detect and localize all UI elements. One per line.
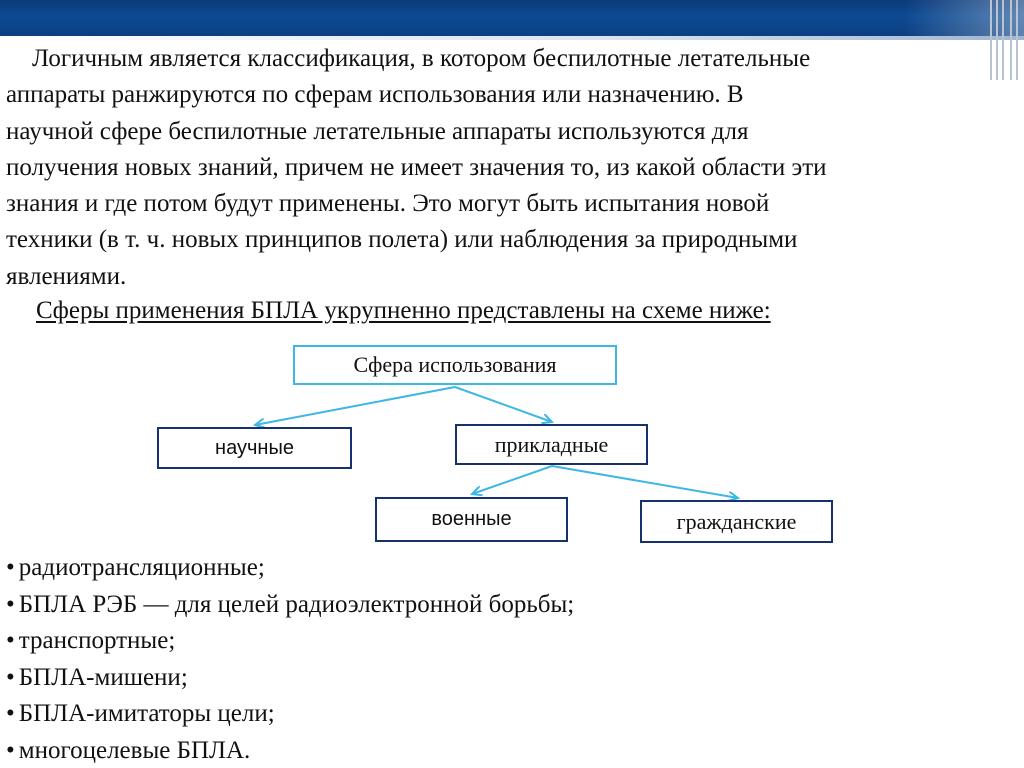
bullet-icon: • xyxy=(6,736,15,764)
list-item-text: БПЛА-мишени; xyxy=(18,663,188,691)
paragraph-line: явлениями. xyxy=(6,262,127,290)
paragraph-line: аппараты ранжируются по сферам использования или назначению. В xyxy=(6,81,744,109)
header-band xyxy=(0,0,1024,36)
list-item-text: БПЛА-имитаторы цели; xyxy=(18,700,275,727)
header-underline xyxy=(0,36,1024,40)
header-fade xyxy=(904,0,1024,36)
diagram-civil-box: гражданские xyxy=(640,500,833,543)
list-item-text: БПЛА РЭБ — для целей радиоэлектронной борьбы; xyxy=(18,590,575,618)
list-item-text: многоцелевые БПЛА. xyxy=(18,736,251,764)
arrow-applied-to-civil xyxy=(552,466,738,498)
diagram-root-box: Сфера использования xyxy=(293,345,617,385)
bullet-icon: • xyxy=(6,627,15,654)
intro-paragraph xyxy=(6,41,1006,295)
arrow-root-to-scientific xyxy=(255,387,455,425)
bullet-icon: • xyxy=(6,663,15,691)
uav-types-list xyxy=(6,550,574,768)
arrow-applied-to-military xyxy=(472,466,552,494)
diagram-military-box: военные xyxy=(375,497,568,542)
paragraph-line: получения новых знаний, причем не имеет значения то, из какой области эти xyxy=(6,153,827,181)
paragraph-line: знания и где потом будут применены. Это могут быть испытания новой xyxy=(6,190,770,218)
list-item xyxy=(6,623,574,660)
list-item xyxy=(6,550,574,587)
arrow-root-to-applied xyxy=(455,387,552,422)
list-item xyxy=(6,733,574,768)
paragraph-line: Логичным является классификация, в котором беспилотные летательные xyxy=(32,45,811,72)
bullet-icon: • xyxy=(6,554,15,581)
paragraph-line: техники (в т. ч. новых принципов полета) или наблюдения за природными xyxy=(6,226,798,254)
bullet-icon: • xyxy=(6,590,15,618)
list-item-text: транспортные; xyxy=(18,627,176,654)
diagram-scientific-box: научные xyxy=(157,427,352,469)
paragraph-line: научной сфере беспилотные летательные аппараты используются для xyxy=(6,117,749,145)
diagram-applied-box: прикладные xyxy=(455,424,648,465)
diagram-intro: Сферы применения БПЛА укрупненно представлены на схеме ниже: xyxy=(36,297,771,324)
bullet-icon: • xyxy=(6,700,15,727)
list-item xyxy=(6,660,574,697)
list-item-text: радиотрансляционные; xyxy=(18,554,265,581)
list-item xyxy=(6,696,574,733)
list-item xyxy=(6,587,574,624)
